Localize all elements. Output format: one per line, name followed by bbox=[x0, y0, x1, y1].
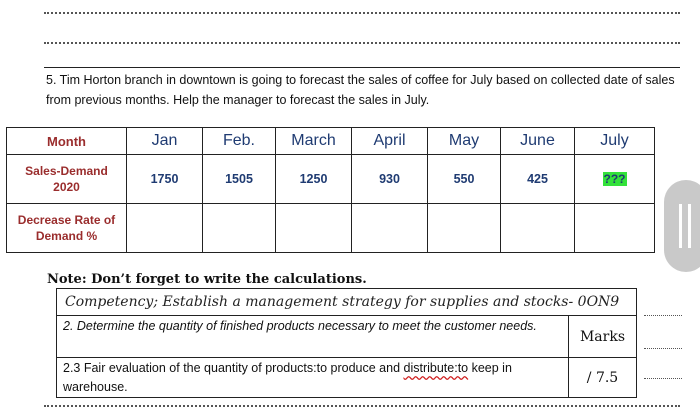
month-march: March bbox=[276, 128, 352, 155]
spellcheck-word: distribute:to bbox=[403, 361, 469, 375]
sales-may: 550 bbox=[428, 155, 501, 204]
rate-cell-july[interactable] bbox=[575, 204, 655, 253]
competency-item1-row bbox=[57, 316, 637, 358]
month-header: Month bbox=[7, 128, 127, 155]
sales-march: 1250 bbox=[276, 155, 352, 204]
sales-feb: 1505 bbox=[203, 155, 276, 204]
competency-item-2: 2.3 Fair evaluation of the quantity of products:to produce and distribute:to keep in warehouse. bbox=[57, 358, 569, 398]
rate-cell-feb[interactable] bbox=[203, 204, 276, 253]
competency-title-row bbox=[57, 289, 637, 316]
month-april: April bbox=[352, 128, 428, 155]
month-jan: Jan bbox=[127, 128, 203, 155]
answer-line-1 bbox=[44, 12, 680, 14]
answer-line-bottom bbox=[44, 405, 680, 407]
rate-cell-march[interactable] bbox=[276, 204, 352, 253]
question-text: 5. Tim Horton branch in downtown is going to forecast the sales of coffee for July based on collected date of sales from previous months. Help the manager to forecast the sales in July. bbox=[46, 73, 675, 107]
decrease-rate-label: Decrease Rate of Demand % bbox=[7, 204, 127, 253]
note-text: Note: Don’t forget to write the calculations. bbox=[47, 272, 367, 287]
month-june: June bbox=[501, 128, 575, 155]
rate-cell-april[interactable] bbox=[352, 204, 428, 253]
competency-item-1: 2. Determine the quantity of finished products necessary to meet the customer needs. bbox=[57, 316, 569, 358]
sales-table bbox=[6, 127, 655, 253]
decrease-rate-row bbox=[7, 204, 655, 253]
sales-july bbox=[575, 155, 655, 204]
section-divider bbox=[44, 67, 680, 68]
sales-jan: 1750 bbox=[127, 155, 203, 204]
sales-june: 425 bbox=[501, 155, 575, 204]
rate-cell-may[interactable] bbox=[428, 204, 501, 253]
competency-table bbox=[56, 288, 637, 398]
sales-demand-row bbox=[7, 155, 655, 204]
rate-cell-june[interactable] bbox=[501, 204, 575, 253]
side-dotline-3 bbox=[644, 378, 682, 379]
sales-demand-label: Sales-Demand 2020 bbox=[7, 155, 127, 204]
month-feb: Feb. bbox=[203, 128, 276, 155]
rate-cell-jan[interactable] bbox=[127, 204, 203, 253]
month-july: July bbox=[575, 128, 655, 155]
side-dotline-1 bbox=[644, 315, 682, 316]
sales-april: 930 bbox=[352, 155, 428, 204]
scroll-handle[interactable] bbox=[664, 180, 700, 272]
competency-title: Competency; Establish a management strategy for supplies and stocks- 0ON9 bbox=[57, 289, 637, 316]
marks-label: Marks bbox=[569, 316, 637, 358]
month-may: May bbox=[428, 128, 501, 155]
marks-value: / 7.5 bbox=[569, 358, 637, 398]
table-header-row bbox=[7, 128, 655, 155]
handle-grip-bar-right bbox=[688, 204, 691, 248]
answer-line-2 bbox=[44, 42, 680, 44]
side-dotline-2 bbox=[644, 348, 682, 349]
competency-item2-row bbox=[57, 358, 637, 398]
handle-grip-bar-left bbox=[679, 204, 682, 248]
unknown-july-value: ??? bbox=[603, 172, 626, 186]
